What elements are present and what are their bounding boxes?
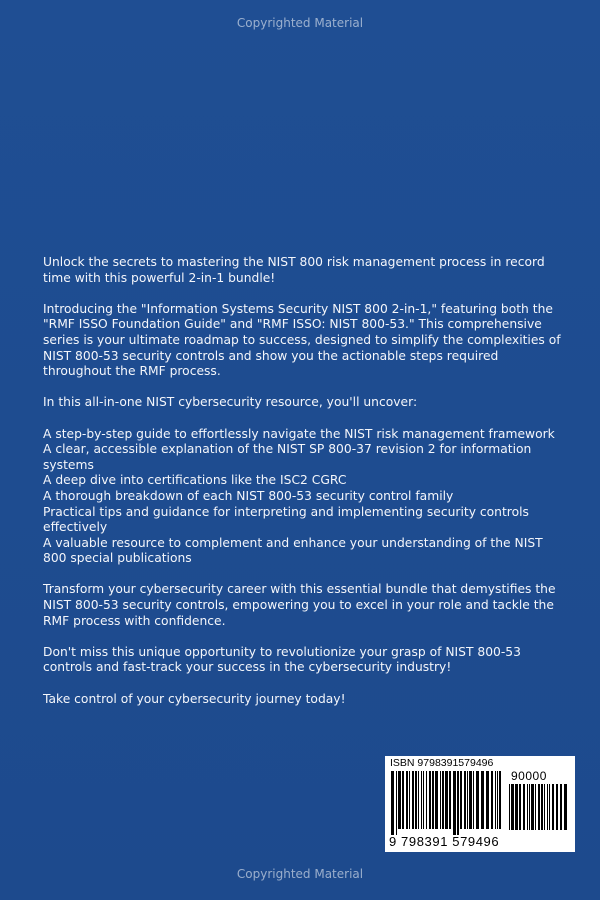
barcode-bar [495, 771, 496, 829]
feature-list [43, 427, 563, 567]
barcode-bar [409, 771, 410, 829]
barcode-bar [552, 784, 554, 830]
barcode-bar [531, 784, 534, 830]
list-item: A step-by-step guide to effortlessly navigate the NIST risk management framework [43, 426, 555, 441]
barcode-bar [538, 784, 540, 830]
isbn-barcode [385, 756, 575, 852]
barcode-bar [391, 771, 394, 835]
barcode-bar [442, 771, 444, 829]
barcode-bar [460, 771, 462, 829]
barcode-bar [486, 771, 489, 829]
barcode-bar [544, 784, 545, 830]
barcode-bar [429, 771, 431, 829]
barcode-bar [435, 771, 438, 829]
barcode-bar [560, 784, 562, 830]
take-control-paragraph: Take control of your cybersecurity journey today! [43, 691, 346, 706]
intro-paragraph: Unlock the secrets to mastering the NIST 800 risk management process in record time with this powerful 2-in-1 bundle! [43, 255, 545, 285]
barcode-bar [541, 784, 543, 830]
uncover-paragraph: In this all-in-one NIST cybersecurity resource, you'll uncover: [43, 395, 418, 410]
barcode-bar [547, 784, 548, 830]
barcode-bar [412, 771, 414, 829]
barcode-bar [509, 784, 510, 830]
blurb [43, 255, 563, 723]
barcode-bar [469, 771, 472, 829]
watermark-bottom: Copyrighted Material [236, 867, 364, 881]
dont-miss-paragraph: Don't miss this unique opportunity to revolutionize your grasp of NIST 800-53 controls and fast-track your success in the cybersecurity industry! [43, 644, 521, 675]
barcode-bar [445, 771, 448, 829]
barcode-bar [432, 771, 434, 829]
barcode-bar [467, 771, 468, 829]
barcode-bar [396, 771, 397, 835]
barcode-bar [418, 771, 419, 829]
barcode-bar [440, 771, 441, 829]
barcode-bar [549, 784, 550, 830]
list-item: A deep dive into certifications like the ISC2 CGRC [43, 473, 347, 488]
barcode-bar [426, 771, 427, 829]
barcode-bar [499, 771, 501, 829]
barcode-bar [511, 784, 514, 830]
barcode-bar [491, 771, 493, 829]
barcode-bar [497, 771, 498, 829]
barcode-bar [535, 784, 536, 830]
transform-paragraph: Transform your cybersecurity career with this essential bundle that demystifies the NIST 800-53 security controls, empowering you to excel in your role and tackle the RMF process with confidence. [43, 582, 556, 628]
barcode-bar [415, 771, 417, 829]
barcode-bar [449, 771, 451, 829]
barcode-bar [423, 771, 424, 829]
barcode-bar [473, 771, 474, 829]
barcode-bar [402, 771, 404, 829]
barcode-bar [556, 784, 558, 830]
list-item: Practical tips and guidance for interpreting and implementing security controls effectively [43, 504, 529, 535]
barcode-bar [457, 771, 459, 835]
isbn-label: ISBN 9798391579496 [390, 757, 494, 769]
barcode-bar [464, 771, 466, 829]
barcode-bar [523, 784, 525, 830]
barcode-bar [519, 784, 521, 830]
barcode-digits: 9 798391 579496 [389, 834, 500, 849]
barcode-addon-label: 90000 [511, 769, 547, 783]
barcode-bar [421, 771, 422, 829]
introducing-paragraph: Introducing the "Information Systems Security NIST 800 2-in-1," featuring both the "RMF ISSO Foundation Guide" and "RMF ISSO: NIST 800-53." This comprehensive series is your ultimate roadmap to success, designed to simplify the complexities of NIST 800-53 security controls and show you the actionable steps required throughout the RMF process. [43, 301, 561, 379]
barcode-bar [481, 771, 484, 829]
barcode-bar [476, 771, 479, 829]
watermark-top: Copyrighted Material [236, 16, 364, 30]
barcode-bar [527, 784, 528, 830]
barcode-bars-addon [509, 784, 569, 836]
barcode-bar [564, 784, 567, 830]
list-item: A clear, accessible explanation of the NIST SP 800-37 revision 2 for information systems [43, 442, 532, 472]
barcode-bars-main [391, 771, 503, 835]
barcode-bar [529, 784, 530, 830]
barcode-bar [515, 784, 518, 830]
list-item: A valuable resource to complement and enhance your understanding of the NIST 800 special publications [43, 535, 543, 566]
barcode-bar [406, 771, 408, 829]
barcode-bar [453, 771, 456, 835]
barcode-bar [398, 771, 401, 829]
list-item: A thorough breakdown of each NIST 800-53 security control family [43, 488, 454, 503]
